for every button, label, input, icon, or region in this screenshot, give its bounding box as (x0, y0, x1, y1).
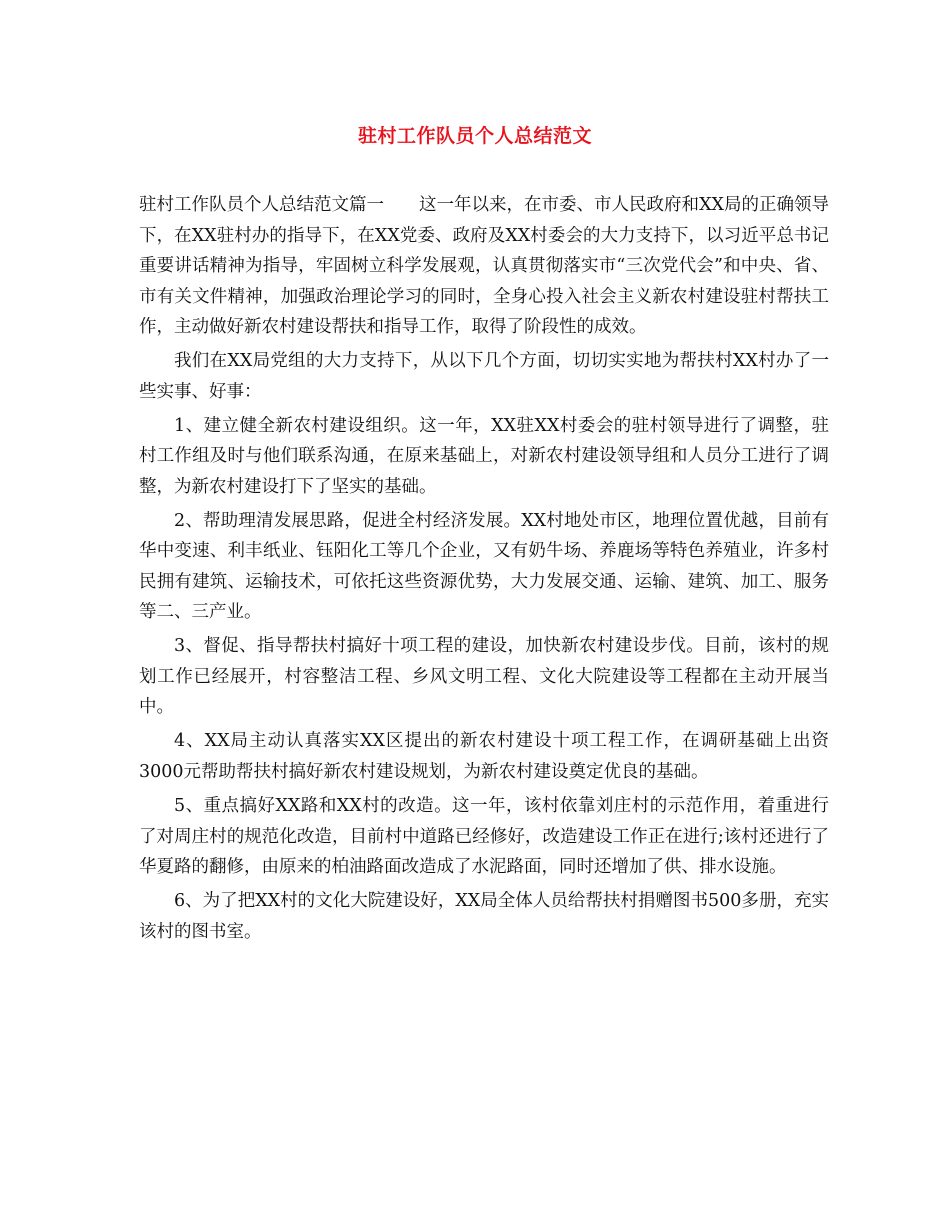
paragraph-item-6: 6、为了把XX村的文化大院建设好，XX局全体人员给帮扶村捐赠图书500多册，充实该村的图书室。 (139, 891, 829, 942)
document-body (139, 190, 829, 951)
paragraph-item-3: 3、督促、指导帮扶村搞好十项工程的建设，加快新农村建设步伐。目前，该村的规划工作已经展开，村容整洁工程、乡风文明工程、文化大院建设等工程都在主动开展当中。 (139, 636, 829, 718)
paragraph-item-5: 5、重点搞好XX路和XX村的改造。这一年，该村依靠刘庄村的示范作用，着重进行了对周庄村的规范化改造，目前村中道路已经修好，改造建设工作正在进行;该村还进行了华夏路的翻修，由原来的柏油路面改造成了水泥路面，同时还增加了供、排水设施。 (139, 796, 829, 878)
paragraph-item-4: 4、XX局主动认真落实XX区提出的新农村建设十项工程工作，在调研基础上出资3000元帮助帮扶村搞好新农村建设规划，为新农村建设奠定优良的基础。 (139, 731, 829, 782)
paragraph-item-2: 2、帮助理清发展思路，促进全村经济发展。XX村地处市区，地理位置优越，目前有华中变速、利丰纸业、钰阳化工等几个企业，又有奶牛场、养鹿场等特色养殖业，许多村民拥有建筑、运输技术，可依托这些资源优势，大力发展交通、运输、建筑、加工、服务等二、三产业。 (139, 510, 829, 623)
document-title: 驻村工作队员个人总结范文 (357, 125, 592, 147)
paragraph-item-1: 1、建立健全新农村建设组织。这一年，XX驻XX村委会的驻村领导进行了调整，驻村工作组及时与他们联系沟通，在原来基础上，对新农村建设领导组和人员分工进行了调整，为新农村建设打下了坚实的基础。 (139, 415, 829, 497)
paragraph-intro: 驻村工作队员个人总结范文篇一 这一年以来，在市委、市人民政府和XX局的正确领导下，在XX驻村办的指导下，在XX党委、政府及XX村委会的大力支持下，以习近平总书记重要讲话精神为指导，牢固树立科学发展观，认真贯彻落实市“三次党代会”和中央、省、市有关文件精神，加强政治理论学习的同时，全身心投入社会主义新农村建设驻村帮扶工作，主动做好新农村建设帮扶和指导工作，取得了阶段性的成效。 (139, 195, 829, 337)
paragraph-overview: 我们在XX局党组的大力支持下，从以下几个方面，切切实实地为帮扶村XX村办了一些实事、好事： (139, 351, 829, 402)
